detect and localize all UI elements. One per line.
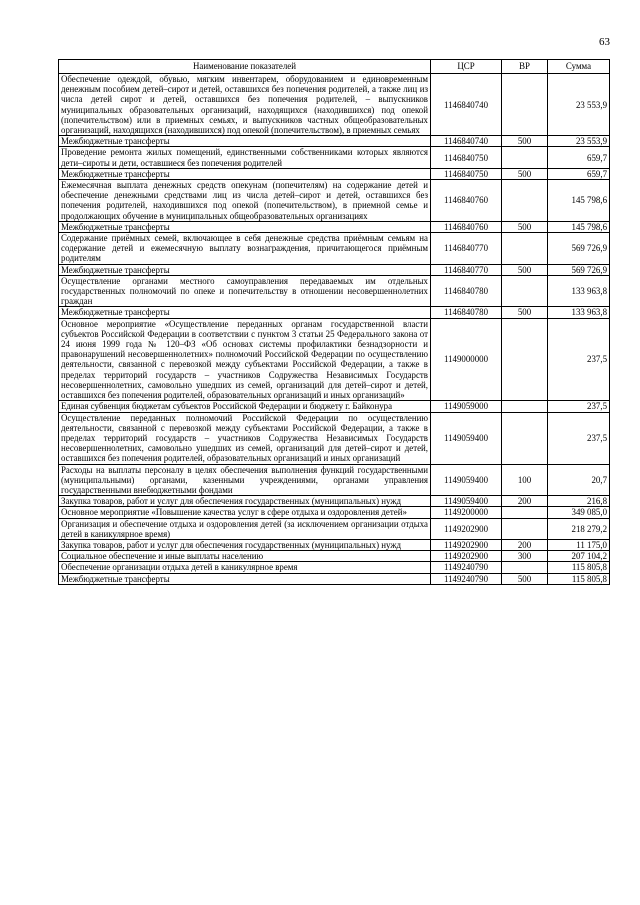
cell-vr (502, 233, 548, 265)
cell-name: Межбюджетные трансферты (59, 307, 431, 318)
cell-csr: 1146840760 (431, 180, 502, 222)
table-header-row (59, 60, 610, 74)
table-row (59, 275, 610, 307)
cell-name: Ежемесячная выплата денежных средств опекунам (попечителям) на содержание детей и обеспечение денежными средствами лиц из числа детей–сирот и детей, оставшихся без попечения родителей, находившихся под опекой (попечительством), в приемной семье и продолжающих обучение в муниципальных общеобразовательных организациях (59, 180, 431, 222)
table-row (59, 136, 610, 147)
cell-sum: 237,5 (548, 318, 610, 401)
budget-table (58, 59, 610, 585)
cell-sum: 237,5 (548, 401, 610, 412)
cell-name: Межбюджетные трансферты (59, 168, 431, 179)
cell-csr: 1146840770 (431, 264, 502, 275)
column-header-vr: ВР (502, 60, 548, 74)
table-row (59, 180, 610, 222)
column-header-name: Наименование показателей (59, 60, 431, 74)
cell-vr (502, 147, 548, 168)
cell-vr (502, 180, 548, 222)
cell-sum: 569 726,9 (548, 264, 610, 275)
cell-name: Расходы на выплаты персоналу в целях обеспечения выполнения функций государственными (муниципальными) органами, казенными учреждениями, органами управления государственными внебюджетными фондами (59, 464, 431, 496)
cell-sum: 115 805,8 (548, 573, 610, 584)
cell-name: Межбюджетные трансферты (59, 573, 431, 584)
cell-sum: 145 798,6 (548, 221, 610, 232)
cell-vr (502, 275, 548, 307)
cell-name: Обеспечение организации отдыха детей в каникулярное время (59, 562, 431, 573)
cell-name: Закупка товаров, работ и услуг для обеспечения государственных (муниципальных) нужд (59, 496, 431, 507)
cell-vr: 200 (502, 496, 548, 507)
cell-csr: 1146840770 (431, 233, 502, 265)
table-row (59, 496, 610, 507)
cell-sum: 237,5 (548, 412, 610, 464)
cell-name: Осуществление органами местного самоуправления передаваемых им отдельных государственных полномочий по опеке и попечительству в отношении несовершеннолетних граждан (59, 275, 431, 307)
table-row (59, 168, 610, 179)
cell-vr: 500 (502, 264, 548, 275)
table-row (59, 233, 610, 265)
cell-csr: 1149059000 (431, 401, 502, 412)
cell-sum: 218 279,2 (548, 518, 610, 539)
cell-csr: 1149059400 (431, 412, 502, 464)
cell-sum: 207 104,2 (548, 551, 610, 562)
table-row (59, 147, 610, 168)
cell-csr: 1146840780 (431, 275, 502, 307)
cell-csr: 1146840750 (431, 168, 502, 179)
cell-sum: 216,8 (548, 496, 610, 507)
cell-name: Проведение ремонта жилых помещений, единственными собственниками которых являются дети–сироты и дети, оставшиеся без попечения родителей (59, 147, 431, 168)
table-row (59, 318, 610, 401)
cell-name: Межбюджетные трансферты (59, 136, 431, 147)
table-row (59, 307, 610, 318)
cell-name: Осуществление переданных полномочий Российской Федерации по осуществлению деятельности, связанной с перевозкой между субъектами Российской Федерации, а также в пределах территорий государств – участников Содружества Независимых Государств несовершеннолетних, самовольно ушедших из семей, организаций для детей–сирот и детей, оставшихся без попечения родителей, образовательных организаций и иных организаций (59, 412, 431, 464)
cell-vr (502, 562, 548, 573)
table-row (59, 539, 610, 550)
cell-csr: 1149202900 (431, 539, 502, 550)
cell-sum: 569 726,9 (548, 233, 610, 265)
cell-vr: 500 (502, 168, 548, 179)
cell-vr: 300 (502, 551, 548, 562)
cell-csr: 1149200000 (431, 507, 502, 518)
cell-csr: 1149202900 (431, 518, 502, 539)
table-row (59, 401, 610, 412)
cell-sum: 23 553,9 (548, 136, 610, 147)
cell-vr (502, 507, 548, 518)
cell-vr: 500 (502, 573, 548, 584)
cell-csr: 1149059400 (431, 464, 502, 496)
cell-vr: 200 (502, 539, 548, 550)
cell-vr: 500 (502, 136, 548, 147)
cell-sum: 659,7 (548, 147, 610, 168)
cell-csr: 1149240790 (431, 562, 502, 573)
cell-vr (502, 412, 548, 464)
table-row (59, 221, 610, 232)
cell-name: Единая субвенция бюджетам субъектов Российской Федерации и бюджету г. Байконура (59, 401, 431, 412)
cell-vr: 500 (502, 307, 548, 318)
table-row (59, 264, 610, 275)
column-header-csr: ЦСР (431, 60, 502, 74)
cell-sum: 659,7 (548, 168, 610, 179)
cell-vr (502, 318, 548, 401)
table-row (59, 74, 610, 136)
cell-sum: 23 553,9 (548, 74, 610, 136)
cell-vr: 100 (502, 464, 548, 496)
cell-csr: 1149202900 (431, 551, 502, 562)
cell-csr: 1146840750 (431, 147, 502, 168)
table-body (59, 74, 610, 585)
cell-name: Организация и обеспечение отдыха и оздоровления детей (за исключением организации отдыха детей в каникулярное время) (59, 518, 431, 539)
cell-name: Основное мероприятие «Осуществление переданных органам государственной власти субъектов Российской Федерации в соответствии с пунктом 3 статьи 25 Федерального закона от 24 июня 1999 года № 120–ФЗ «Об основах системы профилактики безнадзорности и правонарушений несовершеннолетних» полномочий Российской Федерации по осуществлению деятельности, связанной с перевозкой между субъектами Российской Федерации, а также в пределах территорий государств – участников Содружества Независимых Государств несовершеннолетних, самовольно ушедших из семей, организаций для детей–сирот и детей, оставшихся без попечения родителей, образовательных организаций и иных организаций» (59, 318, 431, 401)
cell-name: Закупка товаров, работ и услуг для обеспечения государственных (муниципальных) нужд (59, 539, 431, 550)
cell-csr: 1146840780 (431, 307, 502, 318)
cell-name: Основное мероприятие «Повышение качества услуг в сфере отдыха и оздоровления детей» (59, 507, 431, 518)
cell-sum: 133 963,8 (548, 307, 610, 318)
cell-vr (502, 518, 548, 539)
page-number: 63 (599, 36, 610, 48)
table-row (59, 412, 610, 464)
table-row (59, 551, 610, 562)
table-row (59, 562, 610, 573)
cell-sum: 20,7 (548, 464, 610, 496)
cell-csr: 1146840740 (431, 74, 502, 136)
cell-vr (502, 401, 548, 412)
cell-vr (502, 74, 548, 136)
table-row (59, 573, 610, 584)
cell-sum: 133 963,8 (548, 275, 610, 307)
table-row (59, 507, 610, 518)
cell-csr: 1146840760 (431, 221, 502, 232)
column-header-sum: Сумма (548, 60, 610, 74)
cell-sum: 349 085,0 (548, 507, 610, 518)
cell-name: Межбюджетные трансферты (59, 221, 431, 232)
cell-csr: 1146840740 (431, 136, 502, 147)
table-row (59, 464, 610, 496)
cell-sum: 11 175,0 (548, 539, 610, 550)
cell-name: Содержание приёмных семей, включающее в себя денежные средства приёмным семьям на содержание детей и ежемесячную выплату вознаграждения, причитающегося приёмным родителям (59, 233, 431, 265)
cell-name: Социальное обеспечение и иные выплаты населению (59, 551, 431, 562)
cell-sum: 115 805,8 (548, 562, 610, 573)
cell-sum: 145 798,6 (548, 180, 610, 222)
cell-csr: 1149240790 (431, 573, 502, 584)
table-row (59, 518, 610, 539)
cell-csr: 1149000000 (431, 318, 502, 401)
cell-vr: 500 (502, 221, 548, 232)
cell-name: Межбюджетные трансферты (59, 264, 431, 275)
cell-name: Обеспечение одеждой, обувью, мягким инвентарем, оборудованием и единовременным денежным пособием детей–сирот и детей, оставшихся без попечения родителей, а также лиц из числа детей сирот и детей, оставшихся без попечения родителей, – выпускников муниципальных образовательных организаций, находящихся (находившихся) под опекой (попечительством) или в приемных семьях, и выпускников частных общеобразовательных организаций, находящихся (находившихся) под опекой (попечительством), в приемных семьях (59, 74, 431, 136)
cell-csr: 1149059400 (431, 496, 502, 507)
